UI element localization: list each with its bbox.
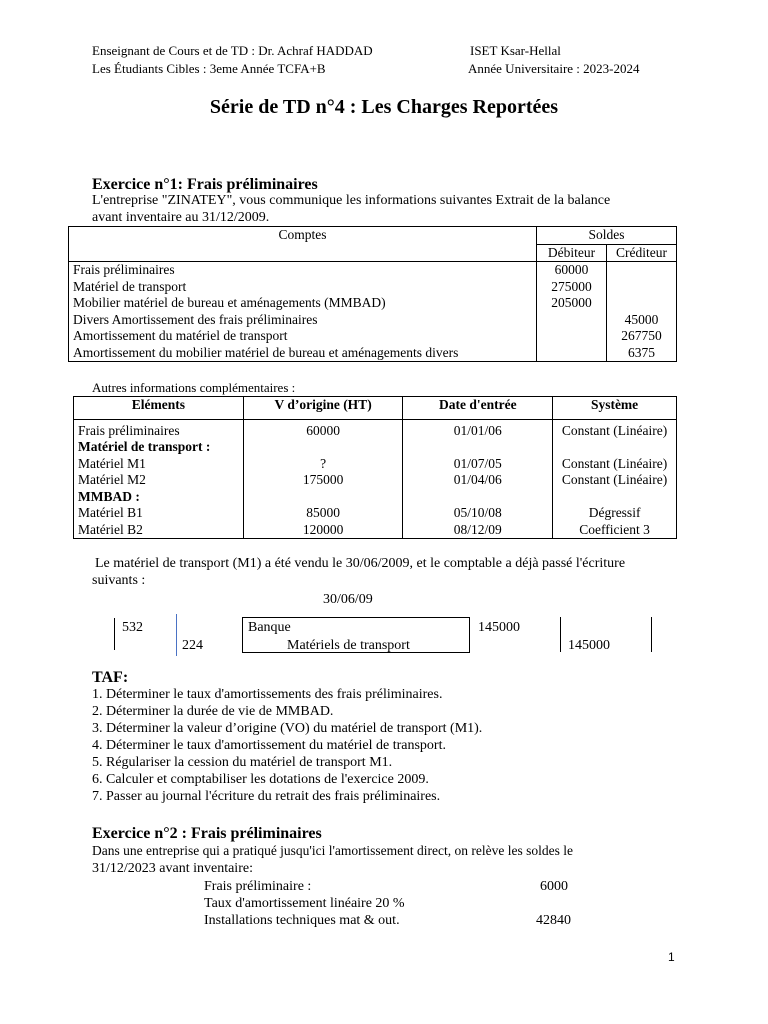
info-vo xyxy=(243,439,403,456)
ex2-intro-line2: 31/12/2023 avant inventaire: xyxy=(92,861,253,876)
taf-item: 6. Calculer et comptabiliser les dotations de l'exercice 2009. xyxy=(92,772,429,787)
ex2-heading: Exercice n°2 : Frais préliminaires xyxy=(92,825,322,842)
table-row xyxy=(69,279,677,296)
ex2-item-label: Installations techniques mat & out. xyxy=(204,913,400,928)
info-date: 08/12/09 xyxy=(403,522,553,539)
balance-header-crediteur: Créditeur xyxy=(607,244,677,262)
info-date: 05/10/08 xyxy=(403,505,553,522)
table-row xyxy=(69,312,677,329)
taf-item: 1. Déterminer le taux d'amortissements des frais préliminaires. xyxy=(92,687,443,702)
info-element: Matériel B2 xyxy=(74,522,244,539)
info-date xyxy=(403,439,553,456)
header-institute: ISET Ksar-Hellal xyxy=(470,43,561,58)
info-vo: 120000 xyxy=(243,522,403,539)
balance-header-comptes: Comptes xyxy=(69,227,537,262)
table-row xyxy=(74,419,677,439)
balance-compte: Mobilier matériel de bureau et aménagements (MMBAD) xyxy=(69,295,537,312)
table-row xyxy=(74,472,677,489)
info-header-vo: V d’origine (HT) xyxy=(243,397,403,420)
balance-header-soldes: Soldes xyxy=(537,227,677,245)
balance-debit: 60000 xyxy=(537,262,607,279)
header-students: Les Étudiants Cibles : 3eme Année TCFA+B xyxy=(92,61,326,76)
info-vo: 85000 xyxy=(243,505,403,522)
balance-debit xyxy=(537,312,607,329)
info-element: Matériel B1 xyxy=(74,505,244,522)
page-title: Série de TD n°4 : Les Charges Reportées xyxy=(209,96,559,118)
taf-heading: TAF: xyxy=(92,669,129,686)
ex1-intro-line1: L'entreprise "ZINATEY", vous communique les informations suivantes Extrait de la balance xyxy=(92,193,611,208)
balance-credit: 6375 xyxy=(607,345,677,362)
table-row xyxy=(69,328,677,345)
balance-compte: Divers Amortissement des frais préliminaires xyxy=(69,312,537,329)
taf-item: 4. Déterminer le taux d'amortissement du matériel de transport. xyxy=(92,738,446,753)
taf-item: 3. Déterminer la valeur d’origine (VO) du matériel de transport (M1). xyxy=(92,721,483,736)
info-systeme: Constant (Linéaire) xyxy=(553,456,677,473)
info-header-systeme: Système xyxy=(553,397,677,420)
info-table xyxy=(73,396,677,539)
balance-credit: 267750 xyxy=(607,328,677,345)
balance-header-debiteur: Débiteur xyxy=(537,244,607,262)
info-date: 01/04/06 xyxy=(403,472,553,489)
ex1-intro-line2: avant inventaire au 31/12/2009. xyxy=(92,210,270,225)
info-element: MMBAD : xyxy=(74,489,244,506)
table-row xyxy=(69,262,677,279)
balance-debit xyxy=(537,345,607,362)
ex2-item-value: 6000 xyxy=(540,879,568,894)
info-date xyxy=(403,489,553,506)
info-element: Matériel de transport : xyxy=(74,439,244,456)
ex1-heading: Exercice n°1: Frais préliminaires xyxy=(92,176,318,193)
balance-debit: 205000 xyxy=(537,295,607,312)
table-row xyxy=(74,505,677,522)
info-date: 01/01/06 xyxy=(403,419,553,439)
journal-rule xyxy=(651,617,652,652)
balance-credit xyxy=(607,295,677,312)
info-element: Matériel M2 xyxy=(74,472,244,489)
ex2-intro-line1: Dans une entreprise qui a pratiqué jusqu'ici l'amortissement direct, on relève les soldes le xyxy=(92,843,573,858)
journal-label-debit: Banque xyxy=(248,620,291,635)
info-header-date: Date d'entrée xyxy=(403,397,553,420)
sale-line1: Le matériel de transport (M1) a été vendu le 30/06/2009, et le comptable a déjà passé l'écriture xyxy=(95,556,626,571)
journal-rule xyxy=(176,614,177,656)
info-systeme: Dégressif xyxy=(553,505,677,522)
autres-label: Autres informations complémentaires : xyxy=(92,380,296,395)
balance-compte: Frais préliminaires xyxy=(69,262,537,279)
table-row xyxy=(74,456,677,473)
info-vo: 175000 xyxy=(243,472,403,489)
sale-line2: suivants : xyxy=(92,573,146,588)
balance-debit: 275000 xyxy=(537,279,607,296)
table-row xyxy=(74,439,677,456)
ex2-item-label: Taux d'amortissement linéaire 20 % xyxy=(204,896,405,911)
ex2-item-value: 42840 xyxy=(536,913,571,928)
table-row xyxy=(69,295,677,312)
table-row xyxy=(74,489,677,506)
info-systeme: Coefficient 3 xyxy=(553,522,677,539)
balance-table xyxy=(68,226,677,362)
balance-compte: Amortissement du mobilier matériel de bureau et aménagements divers xyxy=(69,345,537,362)
info-vo: ? xyxy=(243,456,403,473)
balance-compte: Matériel de transport xyxy=(69,279,537,296)
page-number: 1 xyxy=(668,950,675,964)
balance-credit xyxy=(607,262,677,279)
table-row xyxy=(69,345,677,362)
journal-amount-debit: 145000 xyxy=(478,620,520,635)
info-vo xyxy=(243,489,403,506)
balance-credit: 45000 xyxy=(607,312,677,329)
journal-rule xyxy=(114,618,115,650)
info-systeme: Constant (Linéaire) xyxy=(553,472,677,489)
info-systeme: Constant (Linéaire) xyxy=(553,419,677,439)
journal-label-credit: Matériels de transport xyxy=(287,638,410,653)
journal-amount-credit: 145000 xyxy=(568,638,610,653)
balance-compte: Amortissement du matériel de transport xyxy=(69,328,537,345)
balance-credit xyxy=(607,279,677,296)
taf-item: 5. Régulariser la cession du matériel de transport M1. xyxy=(92,755,393,770)
info-element: Matériel M1 xyxy=(74,456,244,473)
ex2-item-label: Frais préliminaire : xyxy=(204,879,312,894)
table-row xyxy=(74,522,677,539)
journal-rule xyxy=(560,617,561,652)
info-vo: 60000 xyxy=(243,419,403,439)
journal-acc-credit: 224 xyxy=(182,638,203,653)
header-teacher: Enseignant de Cours et de TD : Dr. Achraf HADDAD xyxy=(92,43,373,58)
journal-acc-debit: 532 xyxy=(122,620,143,635)
info-element: Frais préliminaires xyxy=(74,419,244,439)
header-year: Année Universitaire : 2023-2024 xyxy=(468,61,640,76)
info-systeme xyxy=(553,439,677,456)
info-header-elements: Eléments xyxy=(74,397,244,420)
journal-date: 30/06/09 xyxy=(323,592,373,607)
taf-item: 2. Déterminer la durée de vie de MMBAD. xyxy=(92,704,334,719)
balance-debit xyxy=(537,328,607,345)
info-systeme xyxy=(553,489,677,506)
info-date: 01/07/05 xyxy=(403,456,553,473)
taf-item: 7. Passer au journal l'écriture du retrait des frais préliminaires. xyxy=(92,789,441,804)
